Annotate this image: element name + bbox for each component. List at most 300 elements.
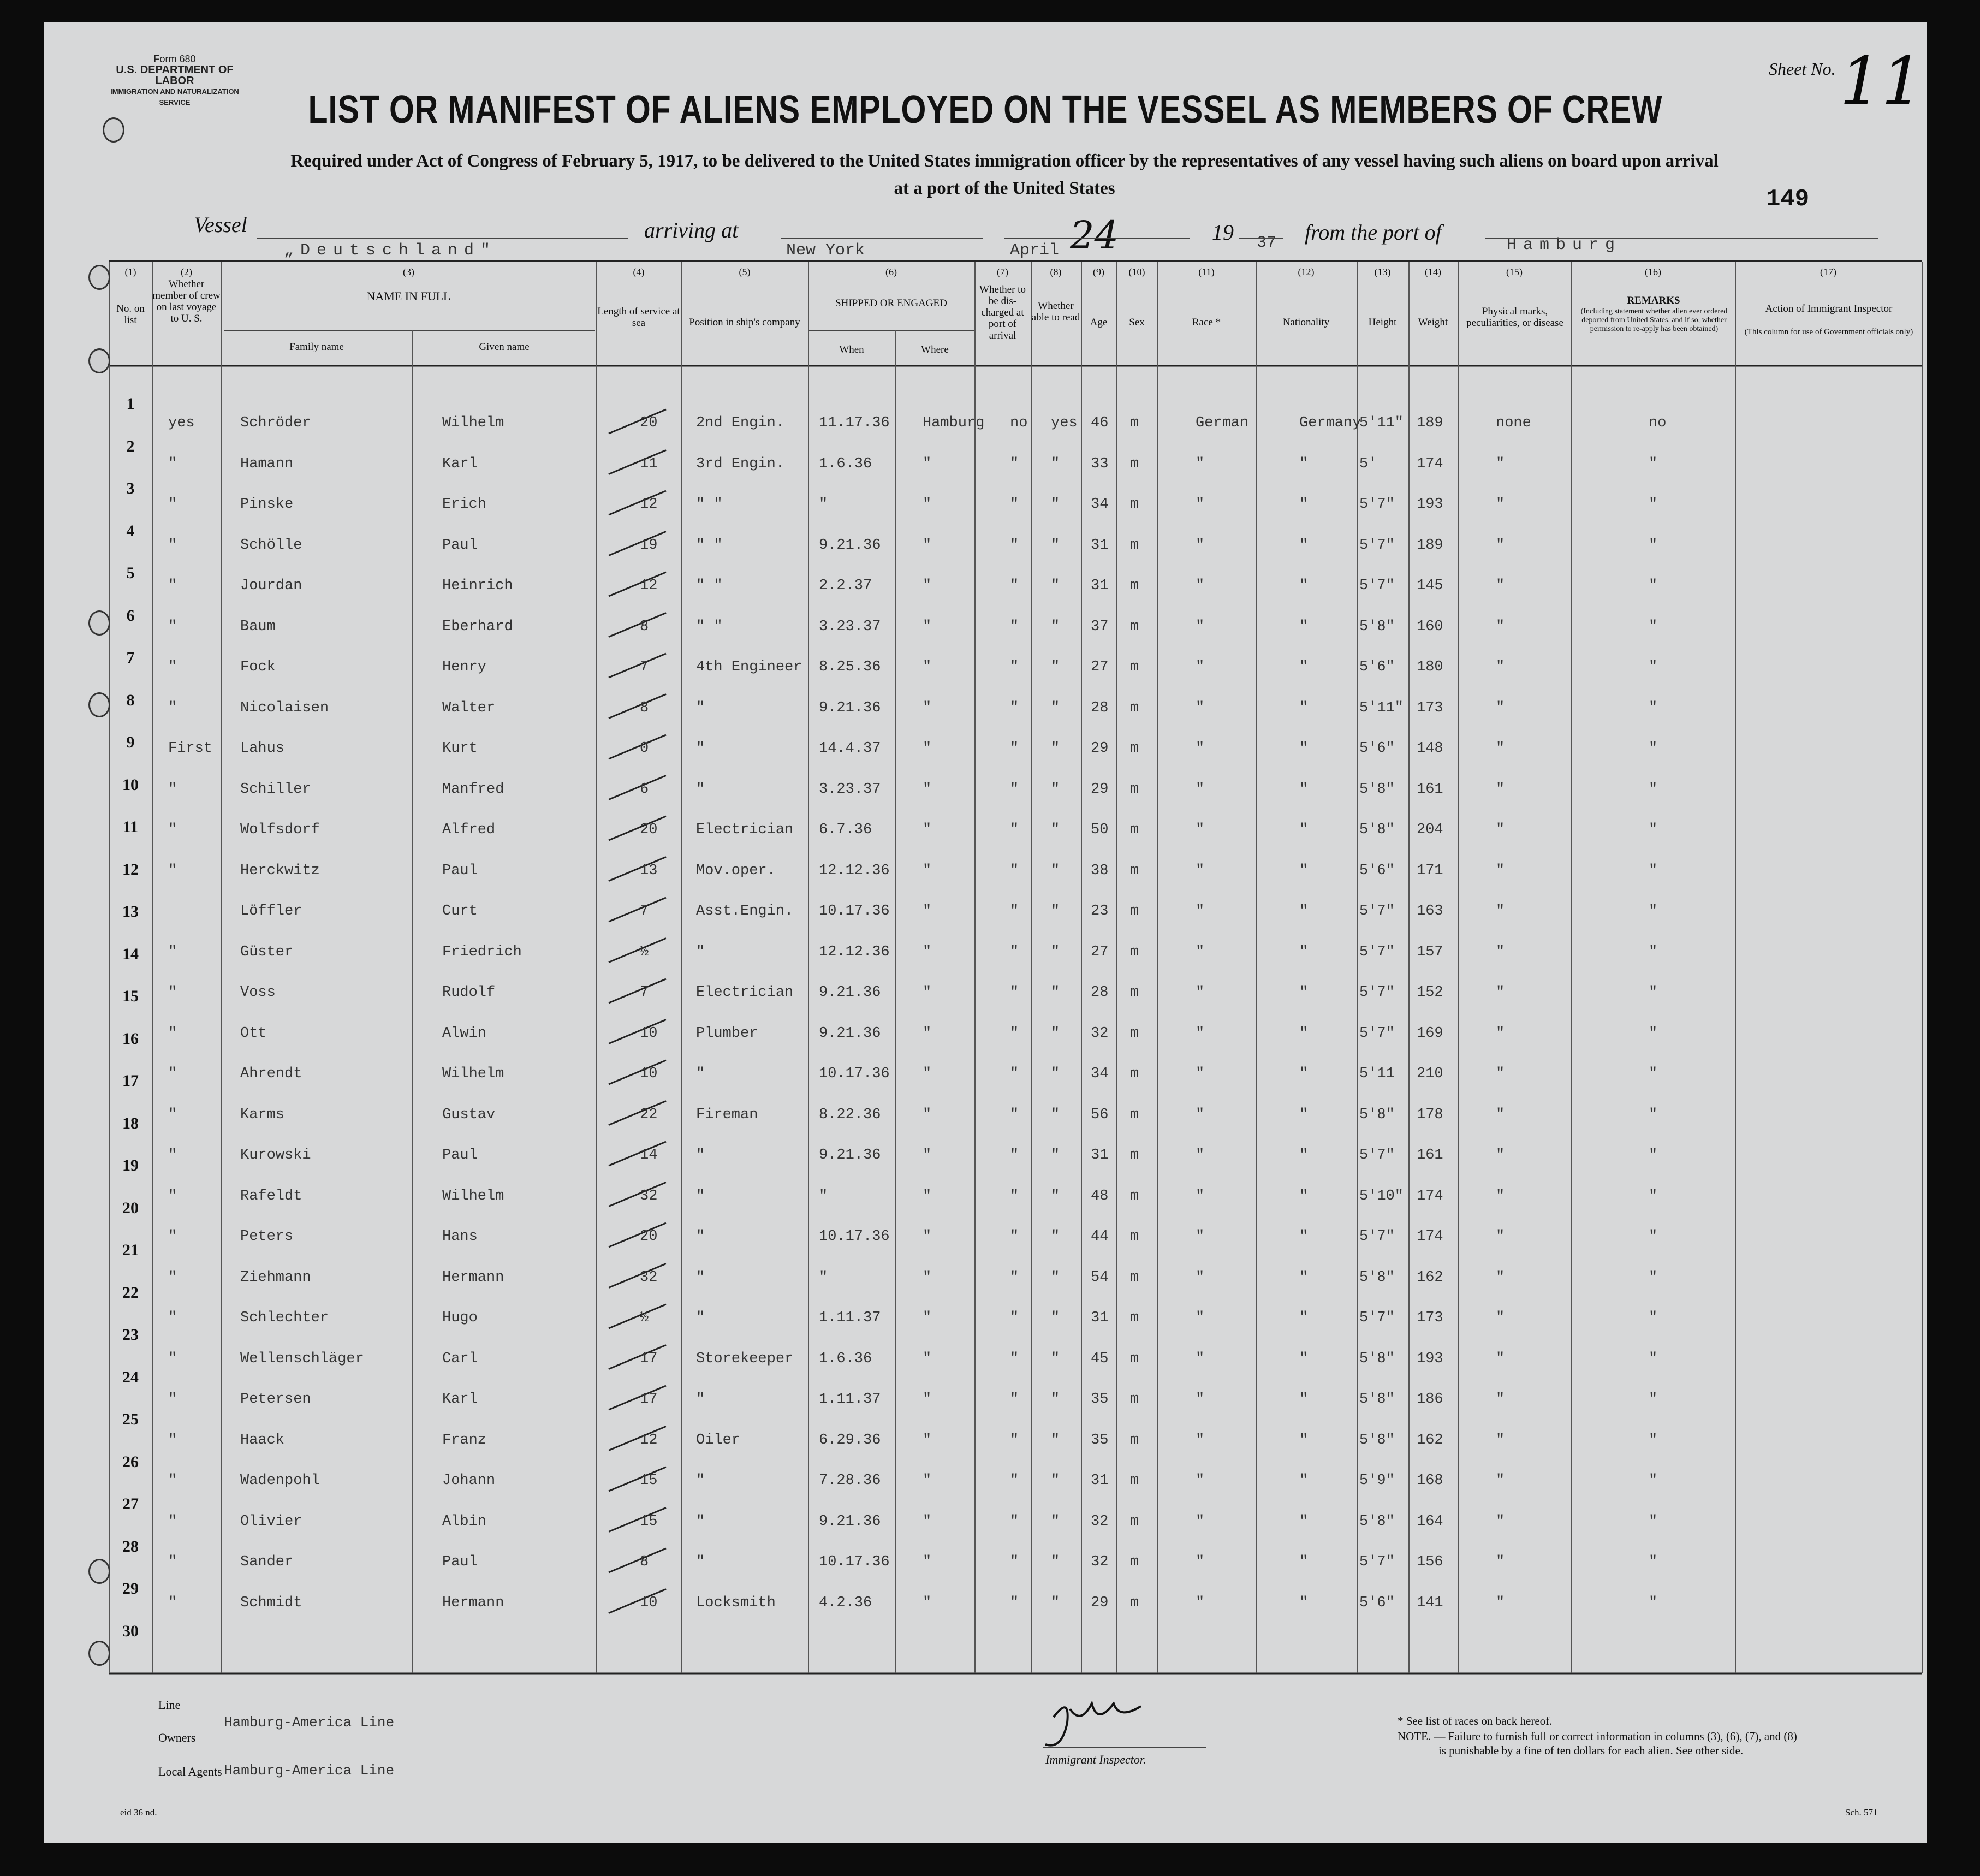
cell-able-to-read: " [1051, 1228, 1060, 1245]
cell-weight: 171 [1417, 862, 1443, 879]
cell-crew-last-voyage: " [168, 781, 177, 798]
cell-sex: m [1130, 1594, 1139, 1611]
cell-age: 31 [1091, 537, 1109, 554]
cell-physical-marks: " [1496, 862, 1505, 879]
cell-crew-last-voyage: " [168, 1350, 177, 1367]
cell-remarks: " [1649, 1106, 1658, 1123]
cell-crew-last-voyage: " [168, 1269, 177, 1286]
cell-shipped-where: " [923, 903, 932, 919]
cell-shipped-where: " [923, 537, 932, 554]
header-height: Height [1368, 317, 1397, 328]
cell-able-to-read: " [1051, 984, 1060, 1001]
cell-able-to-read: " [1051, 699, 1060, 716]
cell-able-to-read: " [1051, 1432, 1060, 1448]
header-able-to-read: Whether able to read [1031, 300, 1080, 323]
cell-family-name: Ziehmann [240, 1269, 311, 1286]
arrival-month: April [1010, 241, 1060, 260]
cell-age: 29 [1091, 781, 1109, 798]
cell-race: " [1196, 943, 1205, 960]
cell-to-be-discharged: " [1010, 1188, 1019, 1204]
vessel-label: Vessel [194, 212, 247, 237]
row-number: 13 [122, 903, 139, 921]
cell-weight: 173 [1417, 1310, 1443, 1326]
cell-nationality: " [1299, 740, 1309, 757]
cell-shipped-when: " [819, 1188, 828, 1204]
cell-physical-marks: none [1496, 415, 1531, 431]
cell-length-of-service: 10 [640, 1594, 658, 1611]
cell-height: 5'8" [1359, 618, 1395, 635]
cell-family-name: Sander [240, 1554, 294, 1570]
cell-age: 31 [1091, 578, 1109, 594]
cell-weight: 210 [1417, 1066, 1443, 1082]
cell-sex: m [1130, 496, 1139, 513]
footer-note-label: NOTE. — [1398, 1730, 1446, 1743]
cell-position: 3rd Engin. [696, 455, 785, 472]
cell-given-name: Paul [442, 862, 478, 879]
cell-remarks: " [1649, 1432, 1658, 1448]
cell-crew-last-voyage: " [168, 1066, 177, 1082]
cell-weight: 193 [1417, 1350, 1443, 1367]
cell-shipped-where: " [923, 1310, 932, 1326]
binder-hole [88, 692, 110, 717]
header-family-name: Family name [289, 341, 344, 353]
cell-to-be-discharged: " [1010, 1147, 1019, 1163]
cell-age: 34 [1091, 496, 1109, 513]
footer-schedule: Sch. 571 [1845, 1807, 1878, 1818]
cell-race: " [1196, 822, 1205, 838]
cell-position: Oiler [696, 1432, 741, 1448]
cell-weight: 161 [1417, 1147, 1443, 1163]
check-mark [609, 694, 666, 719]
cell-length-of-service: 17 [640, 1391, 658, 1408]
cell-height: 5'8" [1359, 781, 1395, 798]
cell-shipped-where: " [923, 862, 932, 879]
cell-to-be-discharged: " [1010, 699, 1019, 716]
cell-weight: 180 [1417, 659, 1443, 675]
cell-length-of-service: 7 [640, 903, 649, 919]
cell-position: Locksmith [696, 1594, 776, 1611]
cell-able-to-read: " [1051, 1554, 1060, 1570]
cell-nationality: " [1299, 781, 1309, 798]
cell-nationality: " [1299, 1432, 1309, 1448]
cell-height: 5'8" [1359, 1391, 1395, 1408]
row-number: 25 [122, 1410, 139, 1428]
col-border [1357, 262, 1358, 1673]
row-number: 8 [126, 691, 135, 709]
cell-position: " [696, 781, 705, 798]
cell-race: " [1196, 903, 1205, 919]
cell-physical-marks: " [1496, 578, 1505, 594]
cell-sex: m [1130, 781, 1139, 798]
cell-position: Fireman [696, 1106, 758, 1123]
row-number: 29 [122, 1580, 139, 1598]
cell-height: 5'7" [1359, 1554, 1395, 1570]
column-number: (8) [1050, 266, 1062, 277]
cell-age: 23 [1091, 903, 1109, 919]
from-port-label: from the port of [1305, 220, 1442, 245]
cell-sex: m [1130, 862, 1139, 879]
check-mark [609, 898, 666, 922]
cell-remarks: " [1649, 1025, 1658, 1042]
cell-able-to-read: " [1051, 740, 1060, 757]
header-nationality: Nationality [1282, 317, 1330, 328]
col-border [1031, 262, 1032, 1673]
cell-age: 27 [1091, 659, 1109, 675]
cell-weight: 174 [1417, 1228, 1443, 1245]
cell-remarks: no [1649, 415, 1667, 431]
cell-remarks: " [1649, 862, 1658, 879]
cell-race: " [1196, 659, 1205, 675]
row-number: 7 [126, 649, 135, 667]
column-number: (6) [885, 266, 897, 277]
cell-crew-last-voyage: First [168, 740, 213, 757]
cell-sex: m [1130, 1106, 1139, 1123]
cell-crew-last-voyage: " [168, 1554, 177, 1570]
vessel-name: „Deutschland" [284, 241, 497, 260]
cell-to-be-discharged: " [1010, 1473, 1019, 1489]
cell-age: 31 [1091, 1147, 1109, 1163]
cell-age: 32 [1091, 1025, 1109, 1042]
sheet-label: Sheet No. [1769, 59, 1836, 79]
cell-length-of-service: 32 [640, 1188, 658, 1204]
cell-to-be-discharged: " [1010, 1310, 1019, 1326]
arrival-day: 24 [1070, 213, 1119, 258]
row-number: 15 [122, 987, 139, 1005]
arrival-year: 37 [1257, 234, 1277, 252]
cell-shipped-where: Hamburg [923, 415, 985, 431]
cell-shipped-where: " [923, 1106, 932, 1123]
cell-position: " [696, 1188, 705, 1204]
cell-family-name: Wolfsdorf [240, 822, 320, 838]
header-name-in-full: NAME IN FULL [366, 289, 451, 303]
cell-crew-last-voyage: " [168, 984, 177, 1001]
cell-height: 5'7" [1359, 496, 1395, 513]
cell-position: 2nd Engin. [696, 415, 785, 431]
cell-shipped-when: 10.17.36 [819, 1554, 890, 1570]
cell-crew-last-voyage: " [168, 1106, 177, 1123]
col-border [974, 262, 976, 1673]
cell-remarks: " [1649, 455, 1658, 472]
cell-able-to-read: " [1051, 1269, 1060, 1286]
cell-family-name: Hamann [240, 455, 294, 472]
cell-able-to-read: " [1051, 455, 1060, 472]
cell-given-name: Wilhelm [442, 415, 504, 431]
cell-given-name: Heinrich [442, 578, 513, 594]
cell-shipped-when: 1.6.36 [819, 455, 872, 472]
cell-able-to-read: " [1051, 1066, 1060, 1082]
footer-inspector-label: Immigrant Inspector. [1045, 1753, 1146, 1766]
cell-race: " [1196, 1188, 1205, 1204]
cell-family-name: Wadenpohl [240, 1473, 320, 1489]
cell-nationality: " [1299, 1350, 1309, 1367]
header-no-on-list: No. on list [116, 303, 145, 326]
cell-position: Plumber [696, 1025, 758, 1042]
col-border [221, 262, 222, 1673]
cell-height: 5'10" [1359, 1188, 1404, 1204]
cell-remarks: " [1649, 618, 1658, 635]
cell-weight: 169 [1417, 1025, 1443, 1042]
row-number: 12 [122, 860, 139, 878]
cell-height: 5'8" [1359, 1432, 1395, 1448]
cell-weight: 168 [1417, 1473, 1443, 1489]
col-border [1922, 262, 1923, 1673]
cell-race: " [1196, 1473, 1205, 1489]
cell-shipped-where: " [923, 1147, 932, 1163]
cell-remarks: " [1649, 1513, 1658, 1530]
row-number: 9 [126, 733, 135, 751]
header-position: Position in ship's company [689, 317, 800, 328]
cell-given-name: Karl [442, 1391, 478, 1408]
cell-length-of-service: 19 [640, 537, 658, 554]
cell-physical-marks: " [1496, 1310, 1505, 1326]
cell-remarks: " [1649, 943, 1658, 960]
cell-given-name: Hugo [442, 1310, 478, 1326]
cell-position: " [696, 943, 705, 960]
cell-race: " [1196, 1432, 1205, 1448]
cell-shipped-when: 9.21.36 [819, 984, 881, 1001]
cell-weight: 161 [1417, 781, 1443, 798]
check-mark [609, 1548, 666, 1572]
col-border [152, 262, 153, 1673]
sheet-number: 11 [1840, 44, 1923, 120]
cell-shipped-when: 12.12.36 [819, 943, 890, 960]
cell-physical-marks: " [1496, 618, 1505, 635]
cell-position: " [696, 1066, 705, 1082]
cell-race: " [1196, 984, 1205, 1001]
cell-crew-last-voyage: " [168, 1513, 177, 1530]
cell-nationality: Germany [1299, 415, 1361, 431]
cell-weight: 157 [1417, 943, 1443, 960]
cell-age: 54 [1091, 1269, 1109, 1286]
cell-able-to-read: " [1051, 1106, 1060, 1123]
cell-family-name: Ahrendt [240, 1066, 302, 1082]
cell-shipped-when: 7.28.36 [819, 1473, 881, 1489]
cell-family-name: Baum [240, 618, 276, 635]
cell-able-to-read: " [1051, 862, 1060, 879]
row-number: 2 [126, 437, 135, 455]
cell-to-be-discharged: " [1010, 537, 1019, 554]
cell-crew-last-voyage: " [168, 1473, 177, 1489]
cell-age: 46 [1091, 415, 1109, 431]
cell-remarks: " [1649, 781, 1658, 798]
cell-able-to-read: " [1051, 659, 1060, 675]
cell-length-of-service: 20 [640, 415, 658, 431]
cell-family-name: Schölle [240, 537, 302, 554]
cell-family-name: Karms [240, 1106, 285, 1123]
cell-length-of-service: 8 [640, 699, 649, 716]
cell-able-to-read: " [1051, 1391, 1060, 1408]
col-border [808, 262, 809, 1673]
column-number: (14) [1425, 266, 1441, 277]
cell-remarks: " [1649, 1066, 1658, 1082]
row-number: 26 [122, 1452, 139, 1471]
cell-physical-marks: " [1496, 822, 1505, 838]
departure-port: Hamburg [1507, 236, 1622, 254]
cell-family-name: Ott [240, 1025, 267, 1042]
cell-shipped-when: 12.12.36 [819, 862, 890, 879]
cell-nationality: " [1299, 699, 1309, 716]
cell-shipped-where: " [923, 699, 932, 716]
check-mark [609, 939, 666, 963]
cell-sex: m [1130, 1310, 1139, 1326]
department-name: U.S. DEPARTMENT OF LABOR [116, 64, 234, 87]
cell-to-be-discharged: " [1010, 1513, 1019, 1530]
column-number: (3) [403, 266, 414, 277]
cell-position: Electrician [696, 984, 794, 1001]
cell-nationality: " [1299, 822, 1309, 838]
cell-race: " [1196, 1350, 1205, 1367]
cell-to-be-discharged: " [1010, 1106, 1019, 1123]
cell-nationality: " [1299, 862, 1309, 879]
cell-shipped-where: " [923, 496, 932, 513]
cell-physical-marks: " [1496, 740, 1505, 757]
cell-length-of-service: ½ [640, 943, 649, 960]
cell-nationality: " [1299, 578, 1309, 594]
cell-shipped-where: " [923, 1350, 932, 1367]
cell-height: 5'7" [1359, 1228, 1395, 1245]
col-border [596, 262, 597, 1673]
cell-given-name: Paul [442, 1147, 478, 1163]
cell-race: " [1196, 740, 1205, 757]
cell-weight: 145 [1417, 578, 1443, 594]
cell-race: " [1196, 1106, 1205, 1123]
cell-length-of-service: 0 [640, 740, 649, 757]
cell-able-to-read: " [1051, 943, 1060, 960]
cell-physical-marks: " [1496, 943, 1505, 960]
cell-family-name: Rafeldt [240, 1188, 302, 1204]
cell-remarks: " [1649, 578, 1658, 594]
cell-length-of-service: 10 [640, 1066, 658, 1082]
cell-position: " [696, 1473, 705, 1489]
cell-to-be-discharged: " [1010, 1554, 1019, 1570]
cell-sex: m [1130, 943, 1139, 960]
cell-age: 56 [1091, 1106, 1109, 1123]
cell-remarks: " [1649, 1350, 1658, 1367]
cell-physical-marks: " [1496, 1025, 1505, 1042]
cell-remarks: " [1649, 1473, 1658, 1489]
cell-given-name: Hermann [442, 1269, 504, 1286]
cell-able-to-read: " [1051, 496, 1060, 513]
cell-crew-last-voyage: " [168, 699, 177, 716]
cell-age: 32 [1091, 1554, 1109, 1570]
check-mark [609, 613, 666, 637]
cell-length-of-service: 11 [640, 455, 658, 472]
cell-to-be-discharged: " [1010, 781, 1019, 798]
cell-crew-last-voyage: " [168, 455, 177, 472]
col-border [1735, 262, 1736, 1673]
cell-nationality: " [1299, 1269, 1309, 1286]
cell-crew-last-voyage: " [168, 822, 177, 838]
binder-hole [88, 265, 110, 290]
cell-given-name: Eberhard [442, 618, 513, 635]
cell-position: " [696, 1310, 705, 1326]
cell-length-of-service: 8 [640, 1554, 649, 1570]
row-number: 10 [122, 775, 139, 794]
cell-given-name: Paul [442, 1554, 478, 1570]
cell-shipped-when: 14.4.37 [819, 740, 881, 757]
cell-shipped-when: 1.11.37 [819, 1310, 881, 1326]
cell-physical-marks: " [1496, 1228, 1505, 1245]
cell-crew-last-voyage: " [168, 1025, 177, 1042]
cell-remarks: " [1649, 1228, 1658, 1245]
cell-nationality: " [1299, 903, 1309, 919]
cell-nationality: " [1299, 1188, 1309, 1204]
cell-shipped-when: 10.17.36 [819, 1066, 890, 1082]
cell-able-to-read: " [1051, 1188, 1060, 1204]
cell-age: 34 [1091, 1066, 1109, 1082]
cell-shipped-where: " [923, 1554, 932, 1570]
cell-family-name: Jourdan [240, 578, 302, 594]
cell-able-to-read: " [1051, 1025, 1060, 1042]
cell-age: 37 [1091, 618, 1109, 635]
cell-position: " " [696, 496, 723, 513]
cell-shipped-where: " [923, 1066, 932, 1082]
cell-given-name: Albin [442, 1513, 487, 1530]
cell-length-of-service: 20 [640, 822, 658, 838]
cell-shipped-when: 11.17.36 [819, 415, 890, 431]
cell-able-to-read: " [1051, 822, 1060, 838]
cell-position: Storekeeper [696, 1350, 794, 1367]
footer-agents-label: Local Agents [158, 1765, 222, 1778]
cell-family-name: Schlechter [240, 1310, 329, 1326]
row-number: 27 [122, 1495, 139, 1513]
cell-length-of-service: 32 [640, 1269, 658, 1286]
header-remarks-note: (Including statement whether alien ever ordered deported from United States, and if so, whether permission to re-apply has been obtained) [1580, 307, 1728, 333]
row-number: 17 [122, 1072, 139, 1090]
stamp-number: 149 [1766, 186, 1810, 213]
cell-nationality: " [1299, 1066, 1309, 1082]
cell-physical-marks: " [1496, 1391, 1505, 1408]
check-mark [609, 979, 666, 1003]
cell-family-name: Schmidt [240, 1594, 302, 1611]
cell-given-name: Johann [442, 1473, 496, 1489]
footer-note [1398, 1730, 1797, 1743]
cell-nationality: " [1299, 1025, 1309, 1042]
column-number: (9) [1093, 266, 1104, 277]
cell-age: 28 [1091, 699, 1109, 716]
footer-agents-value: Hamburg-America Line [224, 1762, 395, 1779]
cell-height: 5'11" [1359, 415, 1404, 431]
cell-race: " [1196, 1147, 1205, 1163]
cell-remarks: " [1649, 822, 1658, 838]
manifest-sheet [44, 22, 1927, 1843]
cell-sex: m [1130, 659, 1139, 675]
row-number: 5 [126, 564, 135, 582]
cell-crew-last-voyage: " [168, 496, 177, 513]
cell-race: German [1196, 415, 1249, 431]
cell-nationality: " [1299, 1228, 1309, 1245]
cell-shipped-when: 8.25.36 [819, 659, 881, 675]
cell-given-name: Carl [442, 1350, 478, 1367]
cell-shipped-where: " [923, 1513, 932, 1530]
header-race: Race * [1192, 317, 1221, 328]
cell-given-name: Friedrich [442, 943, 522, 960]
cell-sex: m [1130, 1513, 1139, 1530]
row-number: 28 [122, 1537, 139, 1556]
cell-position: " " [696, 618, 723, 635]
cell-physical-marks: " [1496, 699, 1505, 716]
cell-family-name: Petersen [240, 1391, 311, 1408]
cell-to-be-discharged: " [1010, 1350, 1019, 1367]
cell-family-name: Nicolaisen [240, 699, 329, 716]
column-number: (4) [633, 266, 645, 277]
cell-physical-marks: " [1496, 1066, 1505, 1082]
cell-age: 31 [1091, 1310, 1109, 1326]
cell-able-to-read: " [1051, 1473, 1060, 1489]
cell-to-be-discharged: " [1010, 984, 1019, 1001]
arriving-label: arriving at [644, 218, 739, 242]
cell-able-to-read: " [1051, 903, 1060, 919]
